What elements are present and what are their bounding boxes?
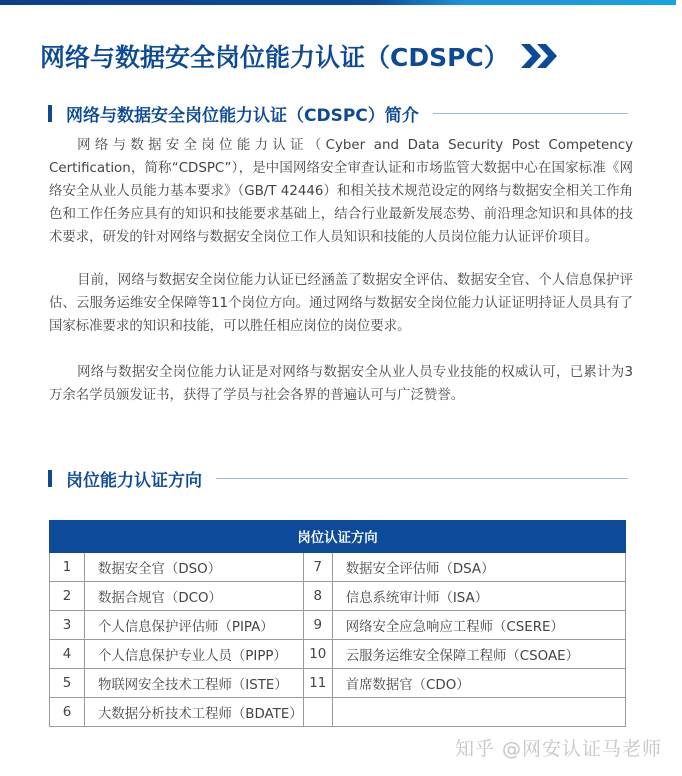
row-number: 7: [303, 553, 332, 582]
directions-heading-label: 岗位能力认证方向: [66, 470, 202, 491]
row-number: 9: [303, 611, 332, 640]
row-number: [303, 698, 332, 727]
table-row: [50, 640, 626, 669]
row-number: 1: [50, 553, 85, 582]
row-number: 10: [303, 640, 332, 669]
intro-heading-label: 网络与数据安全岗位能力认证（CDSPC）简介: [66, 105, 419, 126]
row-number: 4: [50, 640, 85, 669]
role-name: 物联网安全技术工程师（ISTE）: [85, 669, 304, 698]
row-number: 2: [50, 582, 85, 611]
role-name: 个人信息保护专业人员（PIPP）: [85, 640, 304, 669]
row-number: 6: [50, 698, 85, 727]
role-name: [332, 698, 625, 727]
heading-divider: [433, 113, 628, 114]
heading-bar-icon: [48, 470, 52, 487]
double-chevron-right-icon: [521, 43, 559, 69]
role-name: 数据合规官（DCO）: [85, 582, 304, 611]
intro-paragraph-1: 网络与数据安全岗位能力认证（Cyber and Data Security Post Competency Certification，简称“CDSPC”），是中国网络安全审查认证和市场监管大数据中心在国家标准《网络安全从业人员能力基本要求》（GB/T 42446）和相关技术规范设定的网络与数据安全相关工作角色和工作任务应具有的知识和技能要求基础上，结合行业最新发展态势、前沿理念知识和具体的技术要求，研发的针对网络与数据安全岗位工作人员知识和技能的人员岗位能力认证评价项目。: [49, 138, 633, 245]
row-number: 8: [303, 582, 332, 611]
role-name: 首席数据官（CDO）: [332, 669, 625, 698]
top-accent-bar: [0, 0, 676, 5]
table-row: [50, 698, 626, 727]
role-name: 大数据分析技术工程师（BDATE）: [85, 698, 304, 727]
row-number: 11: [303, 669, 332, 698]
role-name: 数据安全评估师（DSA）: [332, 553, 625, 582]
intro-section-heading: [48, 101, 628, 125]
role-name: 云服务运维安全保障工程师（CSOAE）: [332, 640, 625, 669]
role-name: 个人信息保护评估师（PIPA）: [85, 611, 304, 640]
page-title-text: 网络与数据安全岗位能力认证（CDSPC）: [40, 43, 509, 72]
watermark: 知乎 @网安认证马老师: [455, 738, 663, 760]
table-row: [50, 611, 626, 640]
table-row: [50, 582, 626, 611]
row-number: 5: [50, 669, 85, 698]
heading-bar-icon: [48, 105, 52, 122]
page-title: [40, 36, 559, 76]
row-number: 3: [50, 611, 85, 640]
role-name: 信息系统审计师（ISA）: [332, 582, 625, 611]
table-header-row: [50, 521, 626, 553]
table-header: 岗位认证方向: [50, 521, 626, 553]
table-row: [50, 669, 626, 698]
directions-table: [49, 520, 626, 727]
table-row: [50, 553, 626, 582]
intro-paragraph-2: 目前，网络与数据安全岗位能力认证已经涵盖了数据安全评估、数据安全官、个人信息保护评估、云服务运维安全保障等11个岗位方向。通过网络与数据安全岗位能力认证证明持证人员具有了国家标准要求的知识和技能，可以胜任相应岗位的岗位要求。: [49, 273, 633, 334]
heading-divider: [216, 478, 628, 479]
role-name: 数据安全官（DSO）: [85, 553, 304, 582]
directions-section-heading: [48, 466, 628, 490]
intro-paragraph-3: 网络与数据安全岗位能力认证是对网络与数据安全从业人员专业技能的权威认可，已累计为3万余名学员颁发证书，获得了学员与社会各界的普遍认可与广泛赞誉。: [49, 365, 633, 403]
role-name: 网络安全应急响应工程师（CSERE）: [332, 611, 625, 640]
